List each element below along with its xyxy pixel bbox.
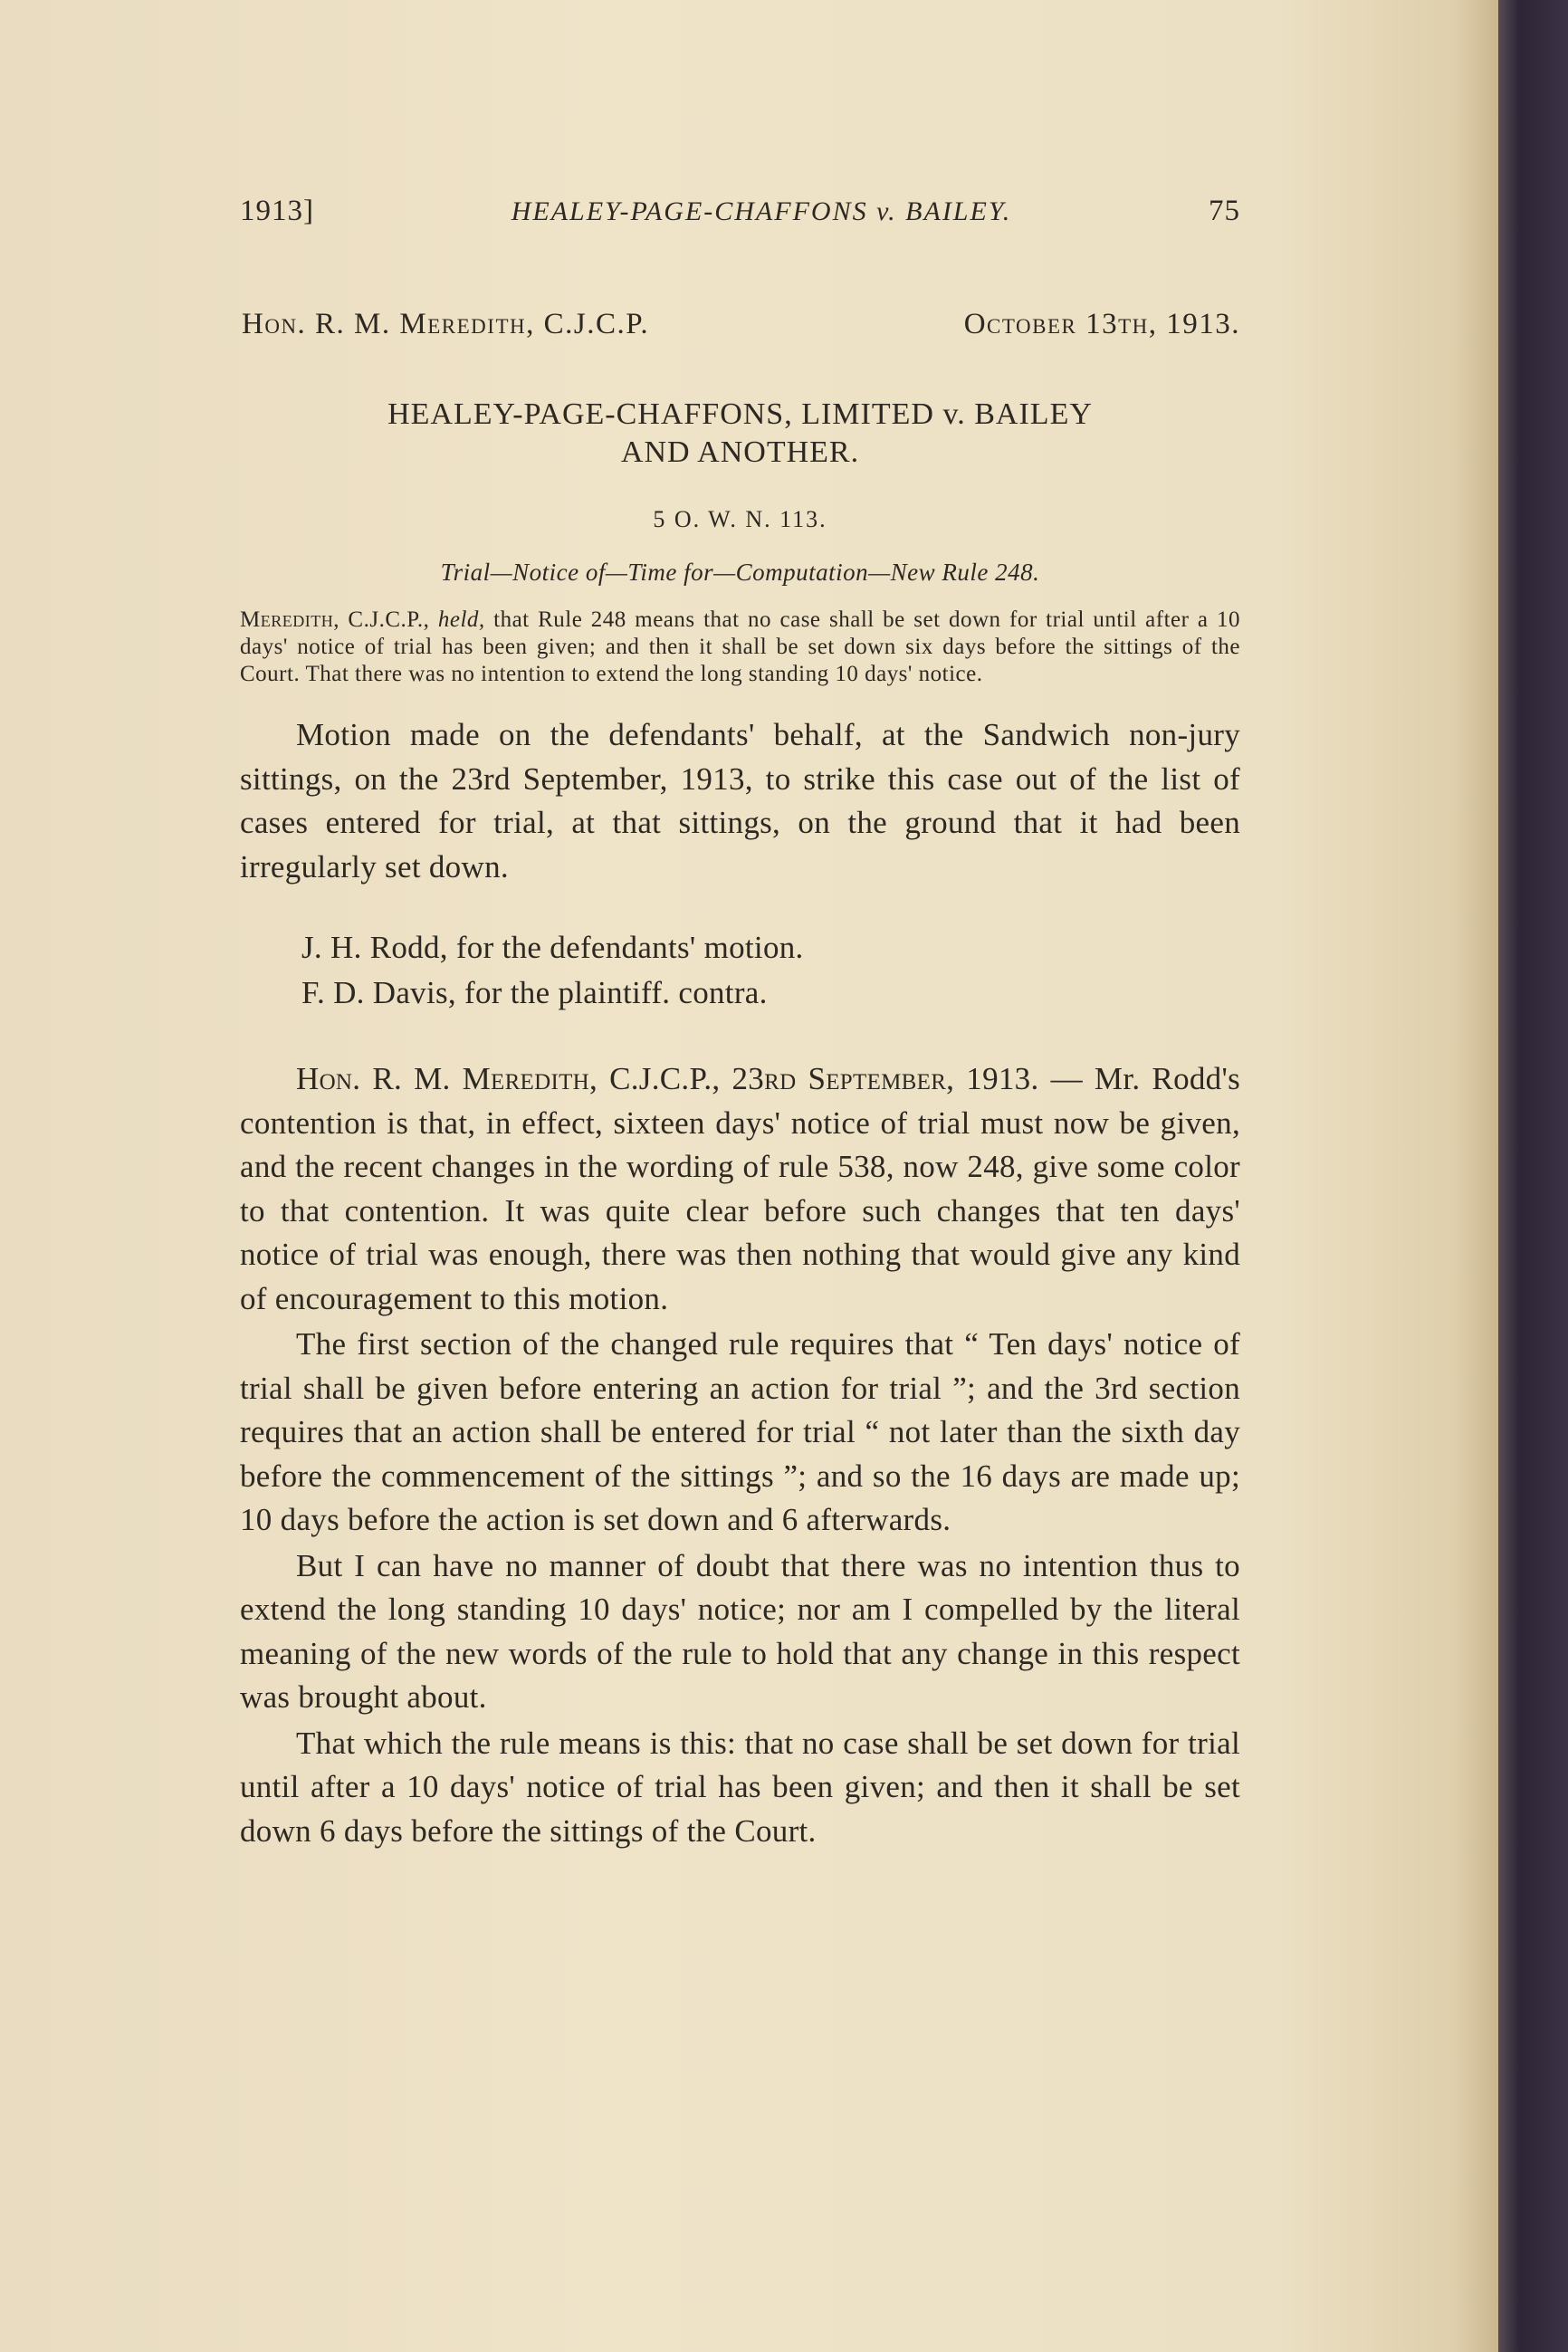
judgment-text-1: — Mr. Rodd's contention is that, in effect, sixteen days' notice of trial must now be given, and the recent changes in the wording of rule 538, now 248, give some color to that contention. It was quite clear before such changes that ten days' notice of trial was enough, there was then nothing that would give any kind of encouragement to this motion. — [240, 1061, 1240, 1316]
citation: 5 O. W. N. 113. — [653, 506, 827, 532]
headnote-held: held, — [437, 607, 485, 632]
judgment-paragraph-2: The first section of the changed rule requires that “ Ten days' notice of trial shall be given before entering an action for trial ”; and the 3rd section requires that an action shall be entered for trial “ not later than the sixth day before the commencement of the sittings ”; and so the 16 days are made up; 10 days before the action is set down and 6 afterwards. — [240, 1326, 1240, 1537]
judge-line — [240, 308, 1240, 341]
judgment-paragraph-3: But I can have no manner of doubt that there was no intention thus to extend the long standing 10 days' notice; nor am I compelled by the literal meaning of the new words of the rule to hold that any change in this respect was brought about. — [240, 1547, 1240, 1715]
judgment-paragraph-4: That which the rule means is this: that no case shall be set down for trial until after a 10 days' notice of trial has been given; and then it shall be set down 6 days before the sittings of the Court. — [240, 1725, 1240, 1849]
counsel-list — [240, 925, 1240, 1016]
case-title-line-2: AND ANOTHER. — [620, 435, 860, 469]
book-binding — [1498, 0, 1568, 2352]
judgment-paragraph-1 — [240, 1057, 1240, 1321]
case-title-line-1: HEALEY-PAGE-CHAFFONS, LIMITED v. BAILEY — [387, 397, 1093, 431]
page-content — [240, 177, 1240, 1853]
headnote — [240, 607, 1240, 688]
catchwords: Trial—Notice of—Time for—Computation—New Rule 248. — [440, 559, 1040, 586]
year-label: 1913] — [240, 195, 314, 227]
running-head — [240, 195, 1240, 228]
page-number: 75 — [1208, 195, 1240, 227]
headnote-text: that Rule 248 means that no case shall be set down for trial until after a 10 days' notice of trial has been given; and then it shall be set down six days before the sittings of the Court. That there was no intention to extend the long standing 10 days' notice. — [240, 607, 1240, 686]
judge-name: Hon. R. M. Meredith, C.J.C.P. — [242, 308, 650, 340]
motion-paragraph: Motion made on the defendants' behalf, at the Sandwich non-jury sittings, on the 23rd September, 1913, to strike this case out of the list of cases entered for trial, at that sittings, on the ground that it had been irregularly set down. — [240, 717, 1240, 884]
running-title: HEALEY-PAGE-CHAFFONS v. BAILEY. — [511, 196, 1012, 226]
counsel-plaintiff: F. D. Davis, for the plaintiff. contra. — [301, 975, 768, 1010]
headnote-judge: Meredith, C.J.C.P., — [240, 607, 430, 632]
body-text — [240, 713, 1240, 1853]
judgment-lead: Hon. R. M. Meredith, C.J.C.P., 23rd September, 1913. — [296, 1061, 1039, 1096]
case-title — [240, 396, 1240, 472]
decision-date: October 13th, 1913. — [963, 308, 1240, 340]
counsel-defendants: J. H. Rodd, for the defendants' motion. — [301, 930, 804, 965]
judgment — [240, 1057, 1240, 1853]
